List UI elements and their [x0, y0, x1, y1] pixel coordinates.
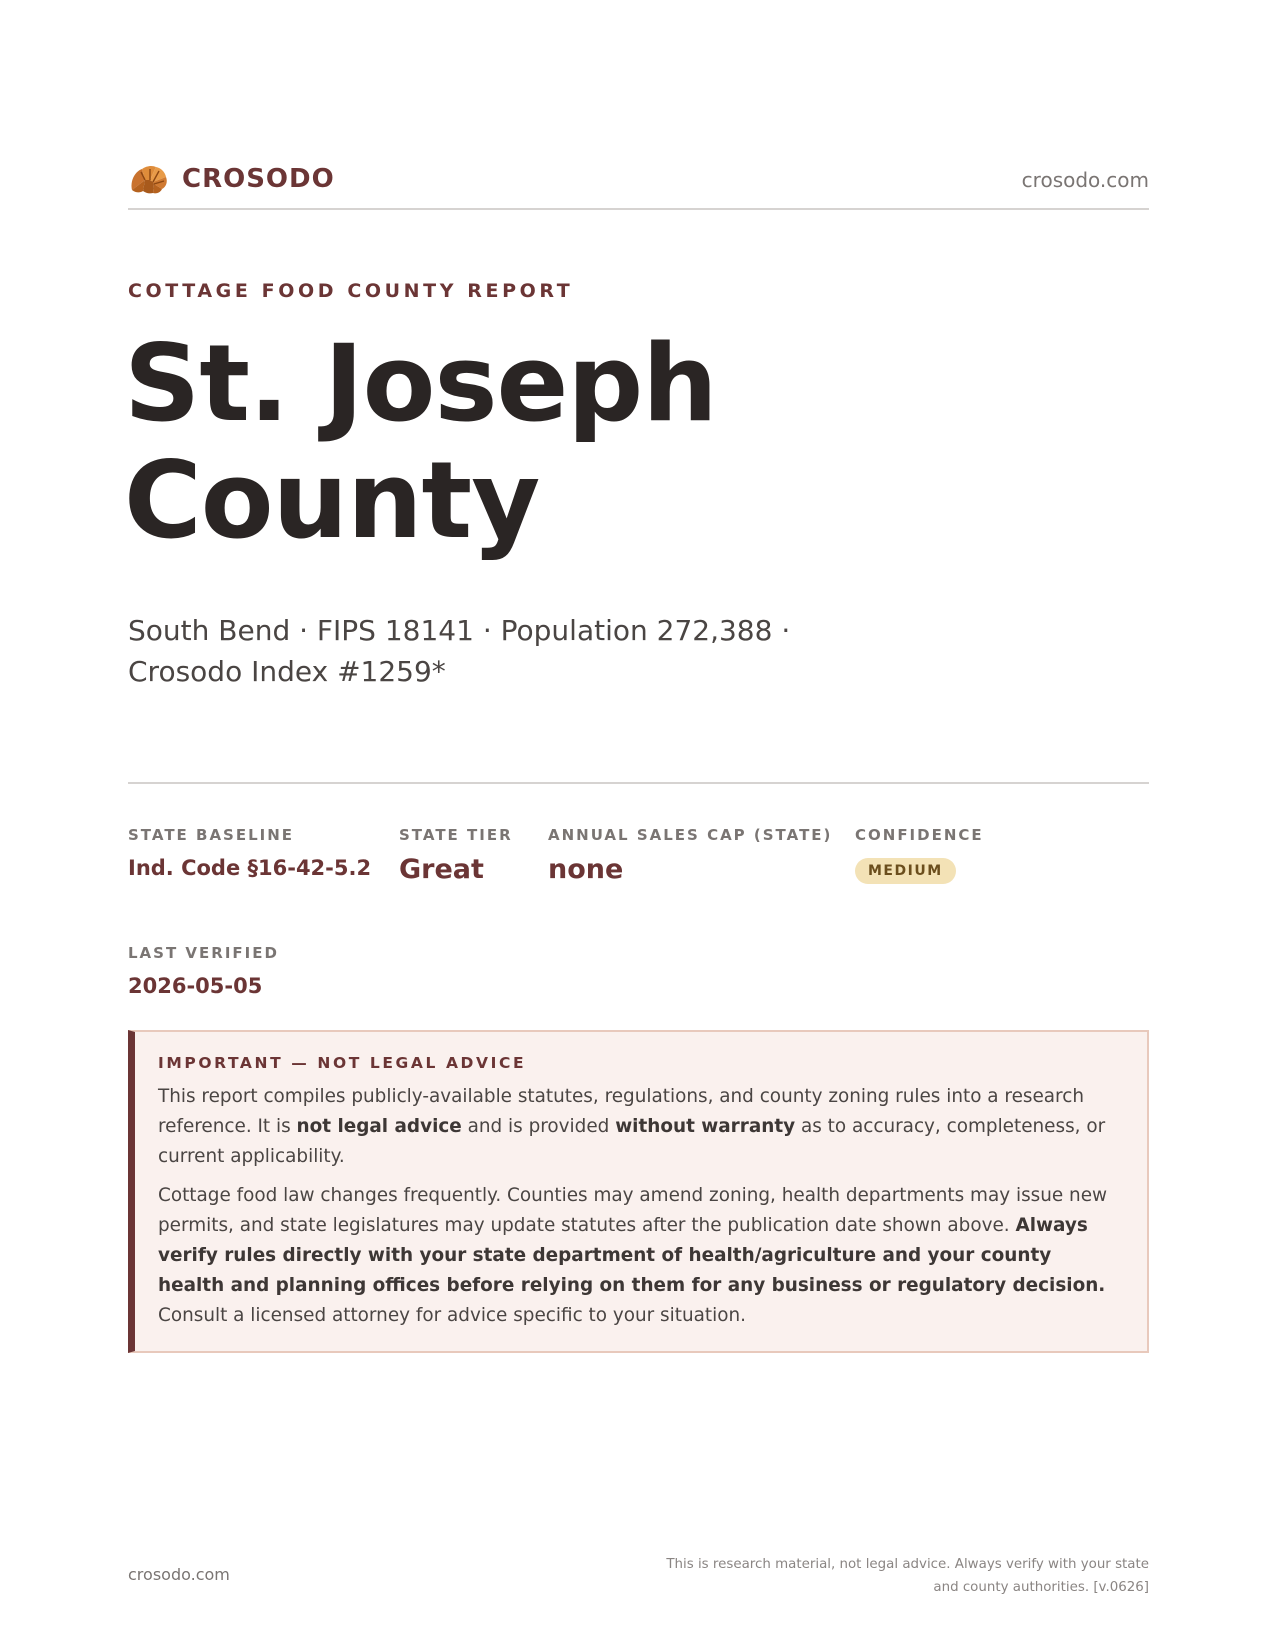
notice-heading: IMPORTANT — NOT LEGAL ADVICE [158, 1054, 527, 1072]
brand[interactable] [128, 160, 335, 198]
notice-text: Cottage food law changes frequently. Counties may amend zoning, health departments may issue new permits, and state legislatures may update statutes after the publication date shown above. [158, 1185, 1108, 1236]
stat-value: none [548, 854, 624, 885]
stat-value: Great [399, 854, 484, 885]
report-eyebrow: COTTAGE FOOD COUNTY REPORT [128, 280, 574, 302]
page-header [128, 158, 1149, 210]
notice-text: Consult a licensed attorney for advice specific to your situation. [158, 1305, 746, 1326]
stat-state-tier [399, 826, 513, 885]
footer-disclaimer-line-1: This is research material, not legal advice. Always verify with your state [666, 1557, 1149, 1572]
footer-site-link[interactable]: crosodo.com [128, 1565, 230, 1584]
legal-notice [128, 1030, 1149, 1353]
notice-emphasis: not legal advice [296, 1116, 462, 1137]
notice-paragraph-1 [158, 1082, 1123, 1172]
footer-disclaimer [609, 1553, 1149, 1599]
croissant-icon [128, 160, 170, 198]
notice-text: and is provided [461, 1116, 616, 1137]
stat-last-verified [128, 944, 279, 998]
stat-label: STATE TIER [399, 826, 513, 844]
stat-confidence [855, 826, 984, 884]
stat-label: STATE BASELINE [128, 826, 295, 844]
title-line-1: St. Joseph [124, 322, 717, 445]
notice-paragraph-2 [158, 1181, 1123, 1331]
footer-disclaimer-line-2: and county authorities. [v.0626] [933, 1580, 1149, 1595]
notice-text: This report compiles publicly-available statutes, regulations, and county zoning rules into a research reference. It is [158, 1086, 1084, 1137]
section-divider [128, 782, 1149, 784]
stat-label: LAST VERIFIED [128, 944, 279, 962]
title-line-2: County [124, 439, 540, 562]
stat-label: CONFIDENCE [855, 826, 984, 844]
brand-name: CROSODO [182, 164, 335, 194]
notice-emphasis: Always verify rules directly with your state department of health/agriculture and your county health and planning offices before relying on them for any business or regulatory decision. [158, 1215, 1106, 1296]
stat-state-baseline [128, 826, 371, 880]
stat-sales-cap [548, 826, 832, 885]
notice-emphasis: without warranty [615, 1116, 796, 1137]
confidence-badge: MEDIUM [855, 858, 956, 884]
stat-label: ANNUAL SALES CAP (STATE) [548, 826, 833, 844]
page-title [124, 322, 1024, 562]
stat-value: 2026-05-05 [128, 974, 263, 998]
site-link[interactable]: crosodo.com [1021, 168, 1149, 192]
county-subtitle: South Bend · FIPS 18141 · Population 272,388 · Crosodo Index #1259* [128, 614, 791, 688]
report-page [124, 0, 1149, 1650]
stat-value: Ind. Code §16-42-5.2 [128, 856, 372, 880]
notice-text: as to accuracy, completeness, or current applicability. [158, 1116, 1106, 1167]
